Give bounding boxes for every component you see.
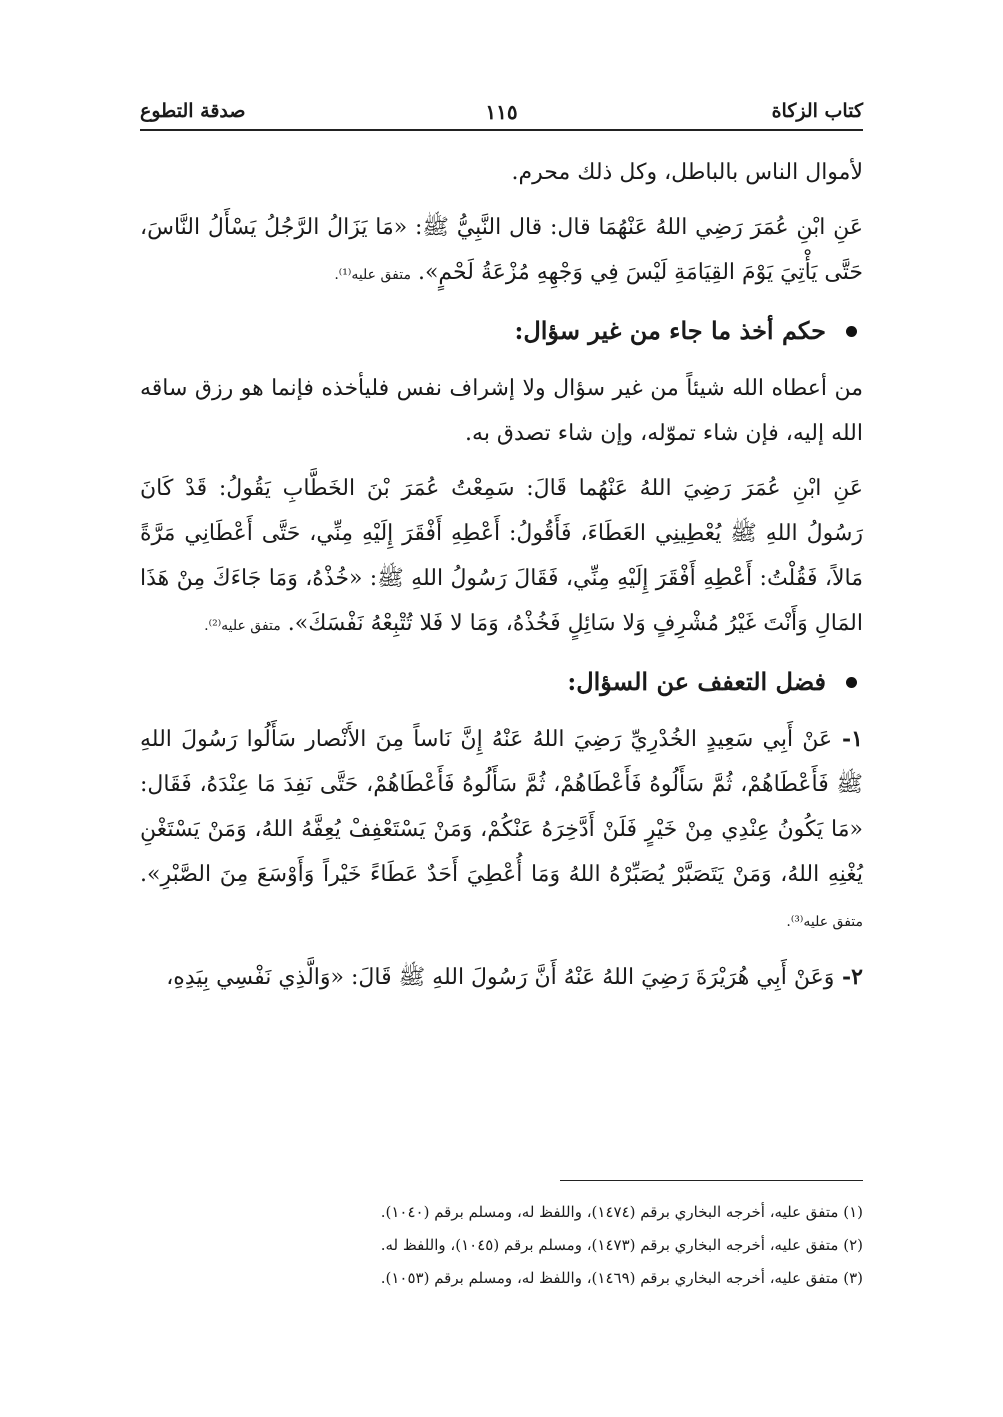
bullet-icon [846, 326, 857, 337]
page-number: ١١٥ [485, 100, 518, 124]
hadith-reference: متفق عليه⁽²⁾. [204, 618, 281, 634]
section-heading [140, 308, 863, 354]
book-title: كتاب الزكاة [771, 100, 863, 122]
footnote: (٣) متفق عليه، أخرجه البخاري برقم (١٤٦٩)، واللفظ له، ومسلم برقم (١٠٥٣). [380, 1269, 863, 1287]
bullet-icon [846, 677, 857, 688]
page-header [140, 96, 863, 132]
hadith-text: عَنِ ابْنِ عُمَرَ رَضِي اللهُ عَنْهُمَا قال: قال النَّبِيُّ ﷺ: «مَا يَزَالُ الرَّجُلُ يَسْأَلُ النَّاسَ، حَتَّى يَأْتِيَ يَوْمَ القِيَامَةِ لَيْسَ فِي وَجْهِهِ مُزْعَةُ لَحْمٍ». [140, 215, 863, 285]
item-number: ٢- [834, 964, 863, 990]
numbered-hadith [140, 955, 863, 1000]
footnote: (١) متفق عليه، أخرجه البخاري برقم (١٤٧٤)، واللفظ له، ومسلم برقم (١٠٤٠). [380, 1203, 863, 1221]
section-heading [140, 659, 863, 705]
hadith-text: عَنِ ابْنِ عُمَرَ رَضِيَ اللهُ عَنْهُما قَالَ: سَمِعْتُ عُمَرَ بْنَ الخَطَّابِ يَقُولُ: قَدْ كَانَ رَسُولُ اللهِ ﷺ يُعْطِينِي العَطَاءَ، فَأَقُولُ: أَعْطِهِ أَفْقَرَ إِلَيْهِ مِنِّي، حَتَّى أَعْطَانِي مَرَّةً مَالاً، فَقُلْتُ: أَعْطِهِ أَفْقَرَ إِلَيْهِ مِنِّي، فَقَالَ رَسُولُ اللهِ ﷺ: «خُذْهُ، وَمَا جَاءَكَ مِنْ هَذَا المَالِ وَأَنْتَ غَيْرُ مُشْرِفٍ وَلا سَائِلٍ فَخُذْهُ، وَمَا لا فَلا تُتْبِعْهُ نَفْسَكَ». [140, 476, 863, 636]
hadith-text: عَنْ أَبِي سَعِيدٍ الخُدْرِيِّ رَضِيَ اللهُ عَنْهُ إِنَّ نَاساً مِنَ الأَنْصار سَأَلُوا رَسُولَ اللهِ ﷺ فَأَعْطَاهُمْ، ثُمَّ سَأَلُوهُ فَأَعْطَاهُمْ، ثُمَّ سَأَلُوهُ فَأَعْطَاهُمْ، حَتَّى نَفِدَ مَا عِنْدَهُ، فَقَال: «مَا يَكُونُ عِنْدِي مِنْ خَيْرٍ فَلَنْ أَدَّخِرَهُ عَنْكُمْ، وَمَنْ يَسْتَعْفِفْ يُعِفَّهُ اللهُ، وَمَنْ يَسْتَغْنِ يُغْنِهِ اللهُ، وَمَنْ يَتَصَبَّرْ يُصَبِّرْهُ اللهُ وَمَا أُعْطِيَ أَحَدٌ عَطَاءً خَيْراً وَأَوْسَعَ مِنَ الصَّبْرِ». [140, 727, 863, 887]
paragraph-intro: لأموال الناس بالباطل، وكل ذلك محرم. [511, 160, 863, 185]
section-heading-text: فضل التعفف عن السؤال: [567, 667, 826, 696]
footnote-rule [560, 1180, 863, 1181]
hadith-text: وَعَنْ أَبِي هُرَيْرَةَ رَضِيَ اللهُ عَنْهُ أَنَّ رَسُولَ اللهِ ﷺ قَالَ: «وَالَّذِي نَفْسِي بِيَدِهِ، [166, 965, 835, 990]
numbered-hadith [140, 717, 863, 945]
page-body [140, 150, 863, 1010]
hadith-paragraph [140, 205, 863, 298]
chapter-title: صدقة التطوع [140, 100, 246, 122]
hadith-paragraph [140, 466, 863, 649]
ruling-paragraph: من أعطاه الله شيئاً من غير سؤال ولا إشراف نفس فليأخذه فإنما هو رزق ساقه الله إليه، فإن شاء تموّله، وإن شاء تصدق به. [140, 376, 863, 446]
hadith-reference: متفق عليه⁽³⁾. [786, 914, 863, 930]
footnotes [140, 1200, 863, 1299]
section-heading-text: حكم أخذ ما جاء من غير سؤال: [514, 316, 826, 345]
footnote: (٢) متفق عليه، أخرجه البخاري برقم (١٤٧٣)، ومسلم برقم (١٠٤٥)، واللفظ له. [380, 1236, 863, 1254]
header-rule [140, 129, 863, 131]
hadith-reference: متفق عليه⁽¹⁾. [334, 267, 411, 283]
item-number: ١- [832, 726, 863, 752]
